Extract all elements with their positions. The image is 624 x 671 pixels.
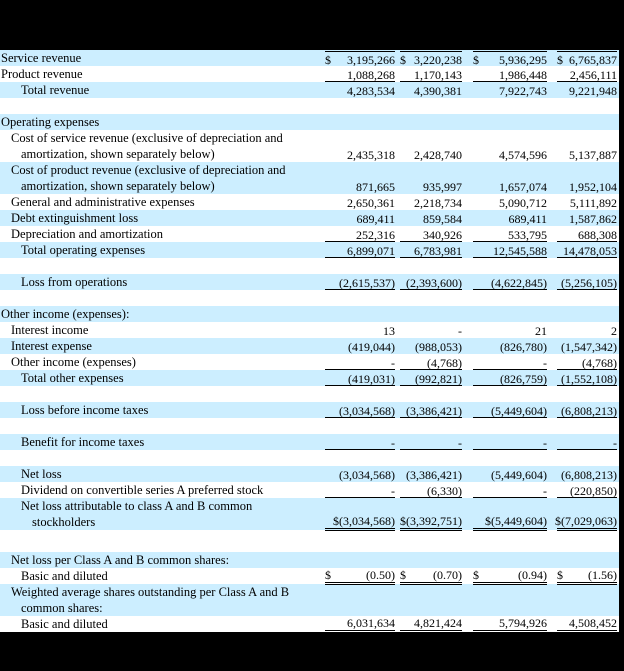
table-row bbox=[0, 434, 619, 450]
amount-cell bbox=[325, 163, 395, 178]
amount-cell bbox=[473, 615, 547, 633]
spacer-row bbox=[0, 386, 619, 402]
table-row bbox=[0, 210, 619, 226]
amount-cell bbox=[325, 567, 395, 585]
table-row bbox=[0, 242, 619, 258]
dollar-sign: $ bbox=[557, 568, 563, 582]
row-label: Loss from operations bbox=[21, 274, 128, 289]
row-label: Total revenue bbox=[21, 82, 90, 97]
amount-cell bbox=[557, 147, 617, 162]
amount-value: $(3,034,568) bbox=[333, 514, 395, 528]
amount-cell bbox=[557, 83, 617, 98]
amount-value: 2,456,111 bbox=[569, 67, 617, 82]
row-label: Total operating expenses bbox=[21, 242, 146, 257]
amount-cell bbox=[557, 467, 617, 482]
table-row bbox=[0, 514, 619, 530]
amount-cell bbox=[473, 243, 547, 258]
amount-cell bbox=[325, 147, 395, 162]
amount-cell bbox=[473, 51, 547, 66]
table-row bbox=[0, 322, 619, 338]
amount-cell bbox=[473, 227, 547, 242]
amount-value: 935,997 bbox=[423, 179, 462, 194]
amount-value: (5,449,604) bbox=[491, 467, 547, 482]
amount-value: (3,386,421) bbox=[406, 467, 462, 482]
amount-cell bbox=[473, 585, 547, 600]
table-row bbox=[0, 146, 619, 162]
amount-cell bbox=[557, 51, 617, 66]
amount-value: (3,386,421) bbox=[406, 403, 462, 418]
row-label: amortization, shown separately below) bbox=[21, 178, 215, 193]
amount-cell bbox=[325, 115, 395, 130]
amount-cell bbox=[400, 147, 462, 162]
amount-value: 533,795 bbox=[508, 227, 547, 242]
amount-value: (3,034,568) bbox=[339, 467, 395, 482]
amount-value: 859,584 bbox=[423, 211, 462, 226]
amount-value: 4,574,596 bbox=[499, 147, 547, 162]
dollar-sign: $ bbox=[473, 568, 479, 582]
table-row bbox=[0, 354, 619, 370]
amount-cell bbox=[400, 275, 462, 290]
amount-value: - bbox=[543, 435, 547, 450]
amount-value: (1,552,108) bbox=[561, 371, 617, 386]
dollar-sign: $ bbox=[400, 568, 406, 582]
amount-cell bbox=[557, 339, 617, 354]
amount-cell bbox=[325, 67, 395, 82]
amount-cell bbox=[400, 51, 462, 66]
table-row bbox=[0, 306, 619, 322]
amount-value: 6,783,981 bbox=[414, 243, 462, 258]
amount-cell bbox=[473, 513, 547, 531]
amount-value: (1,547,342) bbox=[561, 339, 617, 354]
amount-value: 871,665 bbox=[356, 179, 395, 194]
row-label: General and administrative expenses bbox=[11, 194, 195, 209]
amount-cell bbox=[473, 307, 547, 322]
table-row bbox=[0, 616, 619, 632]
amount-value: 1,587,862 bbox=[569, 211, 617, 226]
amount-cell bbox=[325, 323, 395, 338]
amount-cell bbox=[557, 435, 617, 450]
row-label: Operating expenses bbox=[1, 114, 100, 129]
amount-value: 4,821,424 bbox=[414, 616, 462, 630]
amount-cell bbox=[400, 131, 462, 146]
bottom-black-bar bbox=[0, 636, 624, 671]
amount-cell bbox=[400, 601, 462, 616]
amount-cell bbox=[557, 115, 617, 130]
dollar-sign: $ bbox=[325, 568, 331, 582]
amount-cell bbox=[473, 131, 547, 146]
amount-cell bbox=[325, 211, 395, 226]
amount-value: (992,821) bbox=[415, 371, 462, 386]
row-label: Service revenue bbox=[1, 50, 82, 65]
amount-cell bbox=[325, 435, 395, 450]
amount-value: 689,411 bbox=[356, 211, 395, 226]
amount-value: 5,137,887 bbox=[569, 147, 617, 162]
amount-cell bbox=[400, 499, 462, 514]
amount-value: (419,031) bbox=[348, 371, 395, 386]
amount-cell bbox=[325, 131, 395, 146]
amount-cell bbox=[325, 403, 395, 418]
amount-value: (3,034,568) bbox=[339, 403, 395, 418]
table-row bbox=[0, 130, 619, 146]
row-label: Cost of product revenue (exclusive of depreciation and bbox=[11, 162, 286, 177]
spacer-row bbox=[0, 450, 619, 466]
amount-cell bbox=[473, 67, 547, 82]
amount-value: $(3,392,751) bbox=[400, 514, 462, 528]
row-label: Benefit for income taxes bbox=[21, 434, 145, 449]
table-row bbox=[0, 552, 619, 568]
amount-value: (5,256,105) bbox=[561, 275, 617, 290]
amount-cell bbox=[325, 275, 395, 290]
table-row bbox=[0, 114, 619, 130]
amount-value: 4,508,452 bbox=[569, 616, 617, 630]
right-black-strip bbox=[619, 0, 624, 671]
amount-cell bbox=[325, 601, 395, 616]
amount-cell bbox=[400, 307, 462, 322]
amount-cell bbox=[473, 499, 547, 514]
amount-cell bbox=[557, 227, 617, 242]
amount-value: - bbox=[613, 435, 617, 450]
amount-cell bbox=[557, 483, 617, 498]
amount-value: 5,936,295 bbox=[499, 52, 547, 67]
amount-value: (826,780) bbox=[500, 339, 547, 354]
row-label: Debt extinguishment loss bbox=[11, 210, 139, 225]
amount-value: - bbox=[543, 355, 547, 370]
amount-cell bbox=[557, 355, 617, 370]
amount-value: (6,330) bbox=[427, 483, 462, 498]
table-row bbox=[0, 226, 619, 242]
amount-value: (6,808,213) bbox=[561, 467, 617, 482]
amount-cell bbox=[400, 227, 462, 242]
amount-value: 1,657,074 bbox=[499, 179, 547, 194]
amount-cell bbox=[473, 179, 547, 194]
amount-value: 6,031,634 bbox=[347, 616, 395, 630]
amount-cell bbox=[325, 227, 395, 242]
row-label: Net loss per Class A and B common shares: bbox=[11, 552, 230, 567]
amount-cell bbox=[400, 585, 462, 600]
amount-cell bbox=[400, 211, 462, 226]
amount-cell bbox=[557, 553, 617, 568]
amount-value: (2,393,600) bbox=[406, 275, 462, 290]
amount-cell bbox=[557, 243, 617, 258]
row-label: Total other expenses bbox=[21, 370, 124, 385]
top-black-bar bbox=[0, 0, 624, 50]
amount-cell bbox=[400, 67, 462, 82]
amount-cell bbox=[473, 339, 547, 354]
amount-cell bbox=[325, 51, 395, 66]
amount-value: 13 bbox=[383, 323, 395, 338]
amount-value: 21 bbox=[535, 323, 547, 338]
amount-value: $(5,449,604) bbox=[485, 514, 547, 528]
amount-cell bbox=[473, 435, 547, 450]
amount-cell bbox=[473, 275, 547, 290]
row-label: Interest income bbox=[11, 322, 89, 337]
amount-value: 1,952,104 bbox=[569, 179, 617, 194]
amount-cell bbox=[325, 307, 395, 322]
dollar-sign: $ bbox=[325, 52, 331, 67]
amount-cell bbox=[557, 585, 617, 600]
amount-value: (419,044) bbox=[348, 339, 395, 354]
amount-cell bbox=[325, 585, 395, 600]
dollar-sign: $ bbox=[400, 52, 406, 67]
amount-cell bbox=[325, 615, 395, 633]
spacer-row bbox=[0, 98, 619, 114]
amount-cell bbox=[325, 83, 395, 98]
row-label: Weighted average shares outstanding per Class A and B bbox=[11, 584, 290, 599]
amount-value: $(7,029,063) bbox=[555, 514, 617, 528]
amount-cell bbox=[473, 323, 547, 338]
amount-cell bbox=[557, 195, 617, 210]
row-label: Product revenue bbox=[1, 66, 83, 81]
amount-value: - bbox=[391, 483, 395, 498]
amount-value: (988,053) bbox=[415, 339, 462, 354]
amount-cell bbox=[473, 601, 547, 616]
amount-cell bbox=[400, 163, 462, 178]
amount-cell bbox=[400, 323, 462, 338]
amount-cell bbox=[473, 567, 547, 585]
amount-value: - bbox=[458, 435, 462, 450]
spacer-row bbox=[0, 418, 619, 434]
amount-cell bbox=[557, 67, 617, 82]
amount-value: 6,765,837 bbox=[569, 52, 617, 67]
amount-value: 1,986,448 bbox=[499, 67, 547, 82]
amount-cell bbox=[557, 601, 617, 616]
amount-cell bbox=[400, 483, 462, 498]
amount-value: 2,650,361 bbox=[347, 195, 395, 210]
amount-cell bbox=[325, 339, 395, 354]
row-label: Basic and diluted bbox=[21, 616, 108, 631]
amount-cell bbox=[400, 115, 462, 130]
amount-cell bbox=[400, 513, 462, 531]
amount-value: 6,899,071 bbox=[347, 243, 395, 258]
amount-value: - bbox=[391, 355, 395, 370]
amount-cell bbox=[400, 355, 462, 370]
amount-cell bbox=[325, 243, 395, 258]
amount-value: (4,622,845) bbox=[491, 275, 547, 290]
amount-value: 4,390,381 bbox=[414, 83, 462, 98]
row-label: Depreciation and amortization bbox=[11, 226, 164, 241]
amount-value: 4,283,534 bbox=[347, 83, 395, 98]
amount-value: 2,218,734 bbox=[414, 195, 462, 210]
amount-cell bbox=[400, 371, 462, 386]
amount-cell bbox=[400, 567, 462, 585]
dollar-sign: $ bbox=[557, 52, 563, 67]
table-row bbox=[0, 568, 619, 584]
amount-value: 689,411 bbox=[508, 211, 547, 226]
amount-cell bbox=[400, 615, 462, 633]
amount-cell bbox=[557, 403, 617, 418]
amount-cell bbox=[400, 339, 462, 354]
amount-value: - bbox=[391, 435, 395, 450]
amount-value: 5,794,926 bbox=[499, 616, 547, 630]
amount-cell bbox=[557, 275, 617, 290]
table-row bbox=[0, 274, 619, 290]
row-label: stockholders bbox=[32, 514, 96, 529]
amount-value: 5,090,712 bbox=[499, 195, 547, 210]
amount-cell bbox=[400, 243, 462, 258]
amount-cell bbox=[557, 211, 617, 226]
amount-cell bbox=[325, 553, 395, 568]
amount-cell bbox=[325, 483, 395, 498]
amount-value: (4,768) bbox=[427, 355, 462, 370]
amount-value: 14,478,053 bbox=[563, 243, 617, 258]
amount-value: 5,111,892 bbox=[569, 195, 617, 210]
table-row bbox=[0, 498, 619, 514]
amount-cell bbox=[473, 163, 547, 178]
spacer-row bbox=[0, 258, 619, 274]
row-label: Dividend on convertible series A preferred stock bbox=[21, 482, 264, 497]
amount-value: 2 bbox=[611, 323, 617, 338]
amount-value: (2,615,537) bbox=[339, 275, 395, 290]
amount-value: 1,170,143 bbox=[414, 67, 462, 82]
row-label: common shares: bbox=[21, 600, 103, 615]
amount-cell bbox=[557, 163, 617, 178]
row-label: Basic and diluted bbox=[21, 568, 108, 583]
amount-value: 12,545,588 bbox=[493, 243, 547, 258]
row-label: Net loss bbox=[21, 466, 62, 481]
table-row bbox=[0, 600, 619, 616]
amount-cell bbox=[400, 179, 462, 194]
amount-value: (5,449,604) bbox=[491, 403, 547, 418]
amount-value: 2,435,318 bbox=[347, 147, 395, 162]
row-label: Loss before income taxes bbox=[21, 402, 149, 417]
amount-cell bbox=[400, 403, 462, 418]
amount-cell bbox=[473, 147, 547, 162]
table-row bbox=[0, 178, 619, 194]
amount-cell bbox=[557, 513, 617, 531]
amount-value: - bbox=[458, 323, 462, 338]
amount-cell bbox=[325, 499, 395, 514]
amount-cell bbox=[557, 307, 617, 322]
amount-cell bbox=[400, 195, 462, 210]
amount-value: (0.50) bbox=[366, 568, 395, 582]
amount-cell bbox=[400, 83, 462, 98]
amount-cell bbox=[557, 131, 617, 146]
table-row bbox=[0, 402, 619, 418]
table-row bbox=[0, 466, 619, 482]
table-row bbox=[0, 370, 619, 386]
row-label: amortization, shown separately below) bbox=[21, 146, 215, 161]
amount-value: (1.56) bbox=[588, 568, 617, 582]
amount-value: 340,926 bbox=[423, 227, 462, 242]
amount-cell bbox=[473, 115, 547, 130]
table-row bbox=[0, 66, 619, 82]
table-row bbox=[0, 584, 619, 600]
amount-cell bbox=[325, 513, 395, 531]
amount-value: 3,220,238 bbox=[414, 52, 462, 67]
income-statement-table bbox=[0, 50, 619, 632]
amount-cell bbox=[325, 179, 395, 194]
amount-cell bbox=[557, 499, 617, 514]
dollar-sign: $ bbox=[473, 52, 479, 67]
amount-value: (4,768) bbox=[582, 355, 617, 370]
row-label: Cost of service revenue (exclusive of depreciation and bbox=[11, 130, 283, 145]
amount-cell bbox=[400, 467, 462, 482]
row-label: Net loss attributable to class A and B common bbox=[21, 498, 253, 513]
amount-value: 688,308 bbox=[578, 227, 617, 242]
row-label: Interest expense bbox=[11, 338, 92, 353]
amount-value: (0.94) bbox=[518, 568, 547, 582]
amount-cell bbox=[473, 483, 547, 498]
amount-value: 3,195,266 bbox=[347, 52, 395, 67]
amount-cell bbox=[325, 195, 395, 210]
amount-value: 7,922,743 bbox=[499, 83, 547, 98]
row-label: Other income (expenses) bbox=[11, 354, 136, 369]
amount-cell bbox=[473, 211, 547, 226]
amount-value: (6,808,213) bbox=[561, 403, 617, 418]
amount-cell bbox=[473, 467, 547, 482]
amount-value: (220,850) bbox=[570, 483, 617, 498]
amount-cell bbox=[557, 323, 617, 338]
amount-value: (0.70) bbox=[433, 568, 462, 582]
amount-cell bbox=[400, 553, 462, 568]
amount-value: 252,316 bbox=[356, 227, 395, 242]
spacer-row bbox=[0, 290, 619, 306]
amount-value: - bbox=[543, 483, 547, 498]
amount-cell bbox=[325, 371, 395, 386]
amount-cell bbox=[325, 467, 395, 482]
spacer-row bbox=[0, 530, 619, 552]
amount-value: 9,221,948 bbox=[569, 83, 617, 98]
amount-cell bbox=[473, 403, 547, 418]
amount-cell bbox=[473, 371, 547, 386]
amount-cell bbox=[557, 615, 617, 633]
table-row bbox=[0, 162, 619, 178]
table-row bbox=[0, 82, 619, 98]
amount-value: 1,088,268 bbox=[347, 67, 395, 82]
amount-value: (826,759) bbox=[500, 371, 547, 386]
amount-cell bbox=[557, 179, 617, 194]
amount-value: 2,428,740 bbox=[414, 147, 462, 162]
amount-cell bbox=[325, 355, 395, 370]
amount-cell bbox=[473, 553, 547, 568]
table-row bbox=[0, 194, 619, 210]
amount-cell bbox=[473, 83, 547, 98]
amount-cell bbox=[473, 355, 547, 370]
amount-cell bbox=[400, 435, 462, 450]
table-row bbox=[0, 482, 619, 498]
amount-cell bbox=[557, 371, 617, 386]
table-row bbox=[0, 338, 619, 354]
amount-cell bbox=[473, 195, 547, 210]
amount-cell bbox=[557, 567, 617, 585]
row-label: Other income (expenses): bbox=[1, 306, 130, 321]
table-row bbox=[0, 50, 619, 66]
